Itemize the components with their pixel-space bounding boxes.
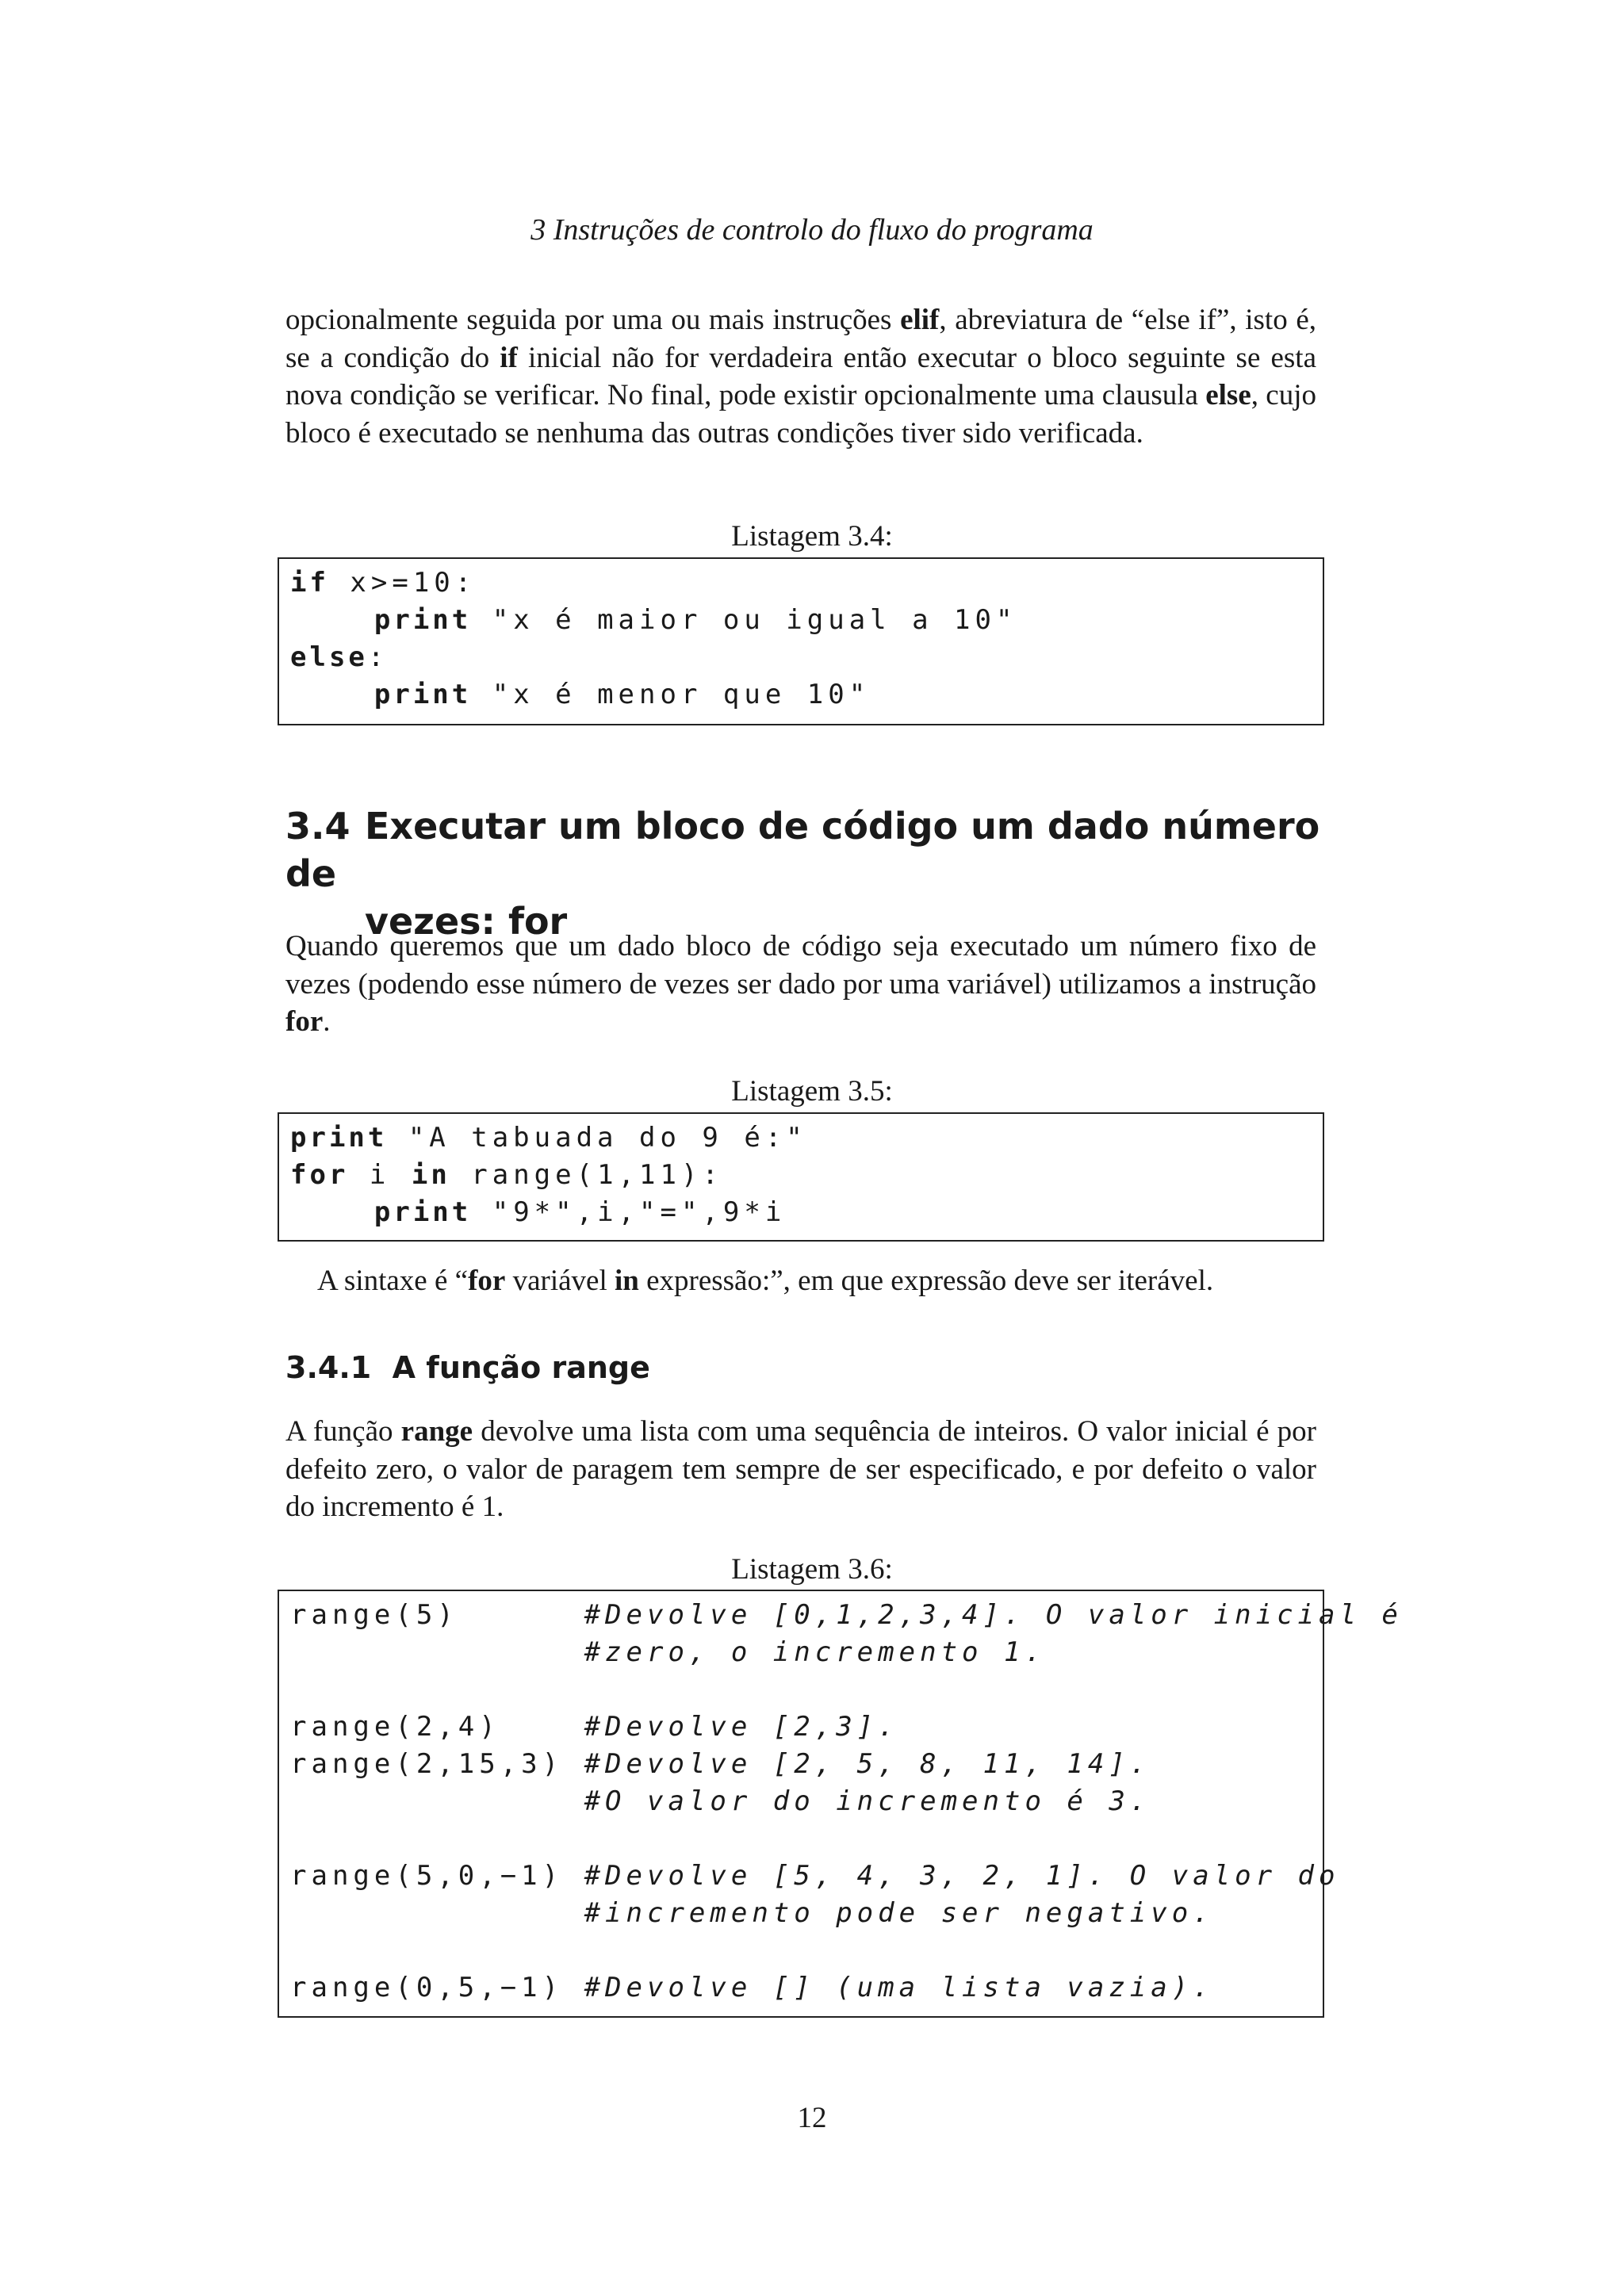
text: inicial não for verdadeira então executar o bloco seguinte se esta nova condição se verificar. No final, pode existir opcionalmente uma clausula [285,341,1317,411]
subsection-number: 3.4.1 [285,1350,372,1385]
code-comment: #Devolve [2,3]. [584,1711,899,1743]
text: . [323,1005,331,1038]
paragraph-for-intro [285,928,1316,1041]
code-comment: #incremento pode ser negativo. [584,1897,1214,1929]
listing-3-4-caption: Listagem 3.4: [731,520,893,553]
code-comment: #zero, o incremento 1. [584,1636,1046,1668]
code-comment: #Devolve [0,1,2,3,4]. O valor inicial é [584,1599,1403,1631]
text: , abreviatura de “else if”, isto é, se a condição do [285,304,1316,374]
text: Quando queremos que um dado bloco de código seja executado um número fixo de vezes (podendo esse número de vezes ser dado por uma variável) utilizamos a instrução [285,930,1316,1001]
text: opcionalmente seguida por uma ou mais instruções [285,304,901,336]
code-line: range(5) #Devolve [0,1,2,3,4]. O valor inicial é [290,1599,1403,1631]
keyword-elif: elif [900,304,940,336]
section-heading-3-4 [285,802,1332,945]
listing-3-5-box [278,1112,1324,1242]
running-header: 3 Instruções de controlo do fluxo do programa [530,213,1094,247]
listing-3-5-caption: Listagem 3.5: [731,1075,893,1108]
text: expressão:”, em que expressão deve ser iterável. [638,1265,1214,1297]
section-title-line2: vezes: for [365,900,568,943]
code-line [290,1785,1151,1817]
paragraph-range [285,1413,1316,1526]
text: A função [285,1415,401,1448]
code-line: print "x é maior ou igual a 10" [373,604,1017,636]
code-line: print "A tabuada do 9 é:" [290,1122,807,1154]
code-line: range(2,4) #Devolve [2,3]. [290,1711,899,1743]
code-line: for i in range(1,11): [290,1159,723,1191]
listing-3-4-box [278,557,1324,725]
subsection-title: A função range [392,1350,650,1385]
keyword-if: if [500,341,518,374]
listing-3-6-box [278,1590,1403,2018]
code-line [290,1636,1046,1668]
code-line: else: [290,641,389,673]
text: , cujo bloco é executado se nenhuma das outras condições tiver sido verificada. [285,379,1316,450]
keyword-in: in [614,1265,639,1297]
keyword-else: else [1205,379,1251,411]
code-comment: #Devolve [2, 5, 8, 11, 14]. [584,1748,1151,1780]
code-line: print "9*",i,"=",9*i [373,1196,787,1228]
text: devolve uma lista com uma sequência de inteiros. O valor inicial é por defeito zero, o valor de paragem tem sempre de ser especificado, e por defeito o valor do incremento é 1. [285,1415,1316,1523]
code-line: print "x é menor que 10" [373,679,871,710]
section-title-line1: Executar um bloco de código um dado número de [285,805,1320,895]
paragraph-for-syntax [317,1262,1316,1300]
subsection-heading-3-4-1 [285,1350,650,1385]
code-comment: #Devolve [5, 4, 3, 2, 1]. O valor do [584,1860,1340,1892]
text: A sintaxe é “ [317,1265,469,1297]
code-line: range(5,0,−1) #Devolve [5, 4, 3, 2, 1]. O valor do [290,1860,1340,1892]
code-line: range(0,5,−1) #Devolve [] (uma lista vazia). [290,1972,1214,2003]
code-line: range(2,15,3) #Devolve [2, 5, 8, 11, 14]. [290,1748,1151,1780]
text: variável [505,1265,615,1297]
paragraph-elif [285,301,1316,452]
code-line: if x>=10: [290,567,477,599]
keyword-for: for [285,1005,324,1038]
page-number: 12 [797,2102,827,2134]
listing-3-6-caption: Listagem 3.6: [731,1553,893,1586]
code-comment: #O valor do incremento é 3. [584,1785,1151,1817]
code-line [290,1897,1214,1929]
code-comment: #Devolve [] (uma lista vazia). [584,1972,1214,2003]
section-number: 3.4 [285,805,350,848]
keyword-range: range [400,1415,473,1448]
keyword-for: for [468,1265,506,1297]
